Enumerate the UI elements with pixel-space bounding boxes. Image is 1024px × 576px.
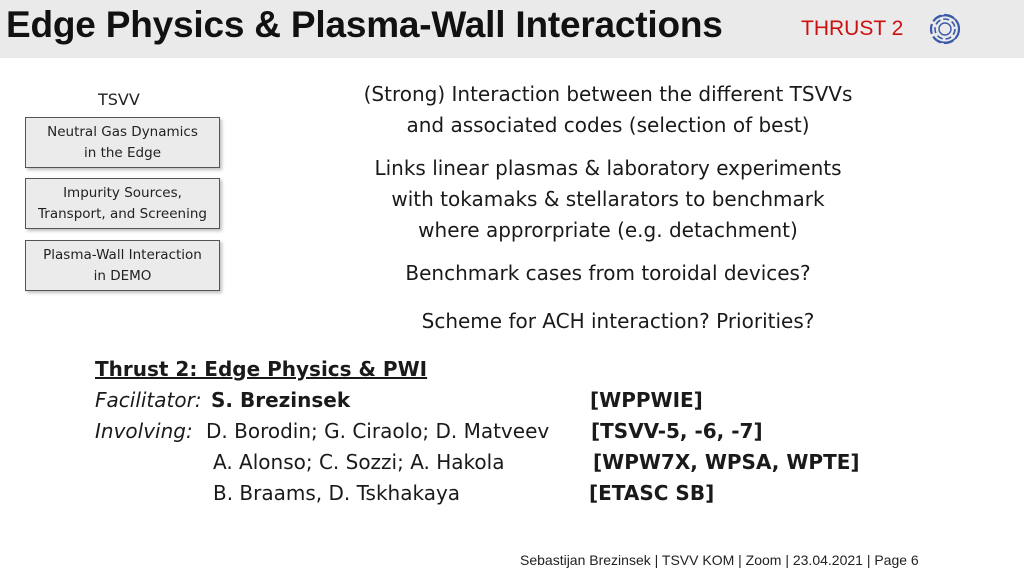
note-line: Links linear plasmas & laboratory experiments [374,156,842,180]
work-package-code: [ETASC SB] [589,481,715,505]
note-line: Benchmark cases from toroidal devices? [405,261,811,285]
note-line: (Strong) Interaction between the different TSVVs [363,82,853,106]
tsvv-box-neutral-gas [25,117,220,168]
tsvv-box-impurity [25,178,220,229]
tsvv-box-line: in DEMO [93,267,152,284]
tsvv-label: TSVV [98,90,140,109]
work-package-code: [WPPWIE] [590,388,703,412]
fusion-logo-icon [928,6,962,52]
note-line: with tokamaks & stellarators to benchmark [391,187,825,211]
involving-names: A. Alonso; C. Sozzi; A. Hakola [213,450,505,474]
thrust-label: THRUST 2 [801,17,904,40]
note-line: and associated codes (selection of best) [406,113,810,137]
note-interaction [340,79,876,141]
tsvv-box-line: Impurity Sources, [63,184,182,201]
thrust-heading: Thrust 2: Edge Physics & PWI [95,357,428,381]
involving-label: Involving: [95,419,193,443]
facilitator-label: Facilitator: [95,388,202,412]
slide-title: Edge Physics & Plasma-Wall Interactions [6,4,723,45]
involving-names: B. Braams, D. Tskhakaya [213,481,461,505]
facilitator-name: S. Brezinsek [211,388,351,412]
work-package-code: [TSVV-5, -6, -7] [591,419,763,443]
tsvv-box-pwi-demo [25,240,220,291]
slide-footer: Sebastijan Brezinsek | TSVV KOM | Zoom | 23.04.2021 | Page 6 [520,552,919,568]
note-links [340,153,876,246]
note-line: Scheme for ACH interaction? Priorities? [421,309,815,333]
tsvv-box-line: Transport, and Screening [38,205,207,222]
involving-names: D. Borodin; G. Ciraolo; D. Matveev [206,419,550,443]
tsvv-box-line: Plasma-Wall Interaction [43,246,202,263]
note-scheme [350,306,886,337]
work-package-code: [WPW7X, WPSA, WPTE] [593,450,860,474]
tsvv-box-line: in the Edge [83,144,162,161]
tsvv-box-line: Neutral Gas Dynamics [47,123,198,140]
note-line: where approrpriate (e.g. detachment) [418,218,798,242]
header-bar [0,0,1024,58]
note-benchmark [340,258,876,289]
